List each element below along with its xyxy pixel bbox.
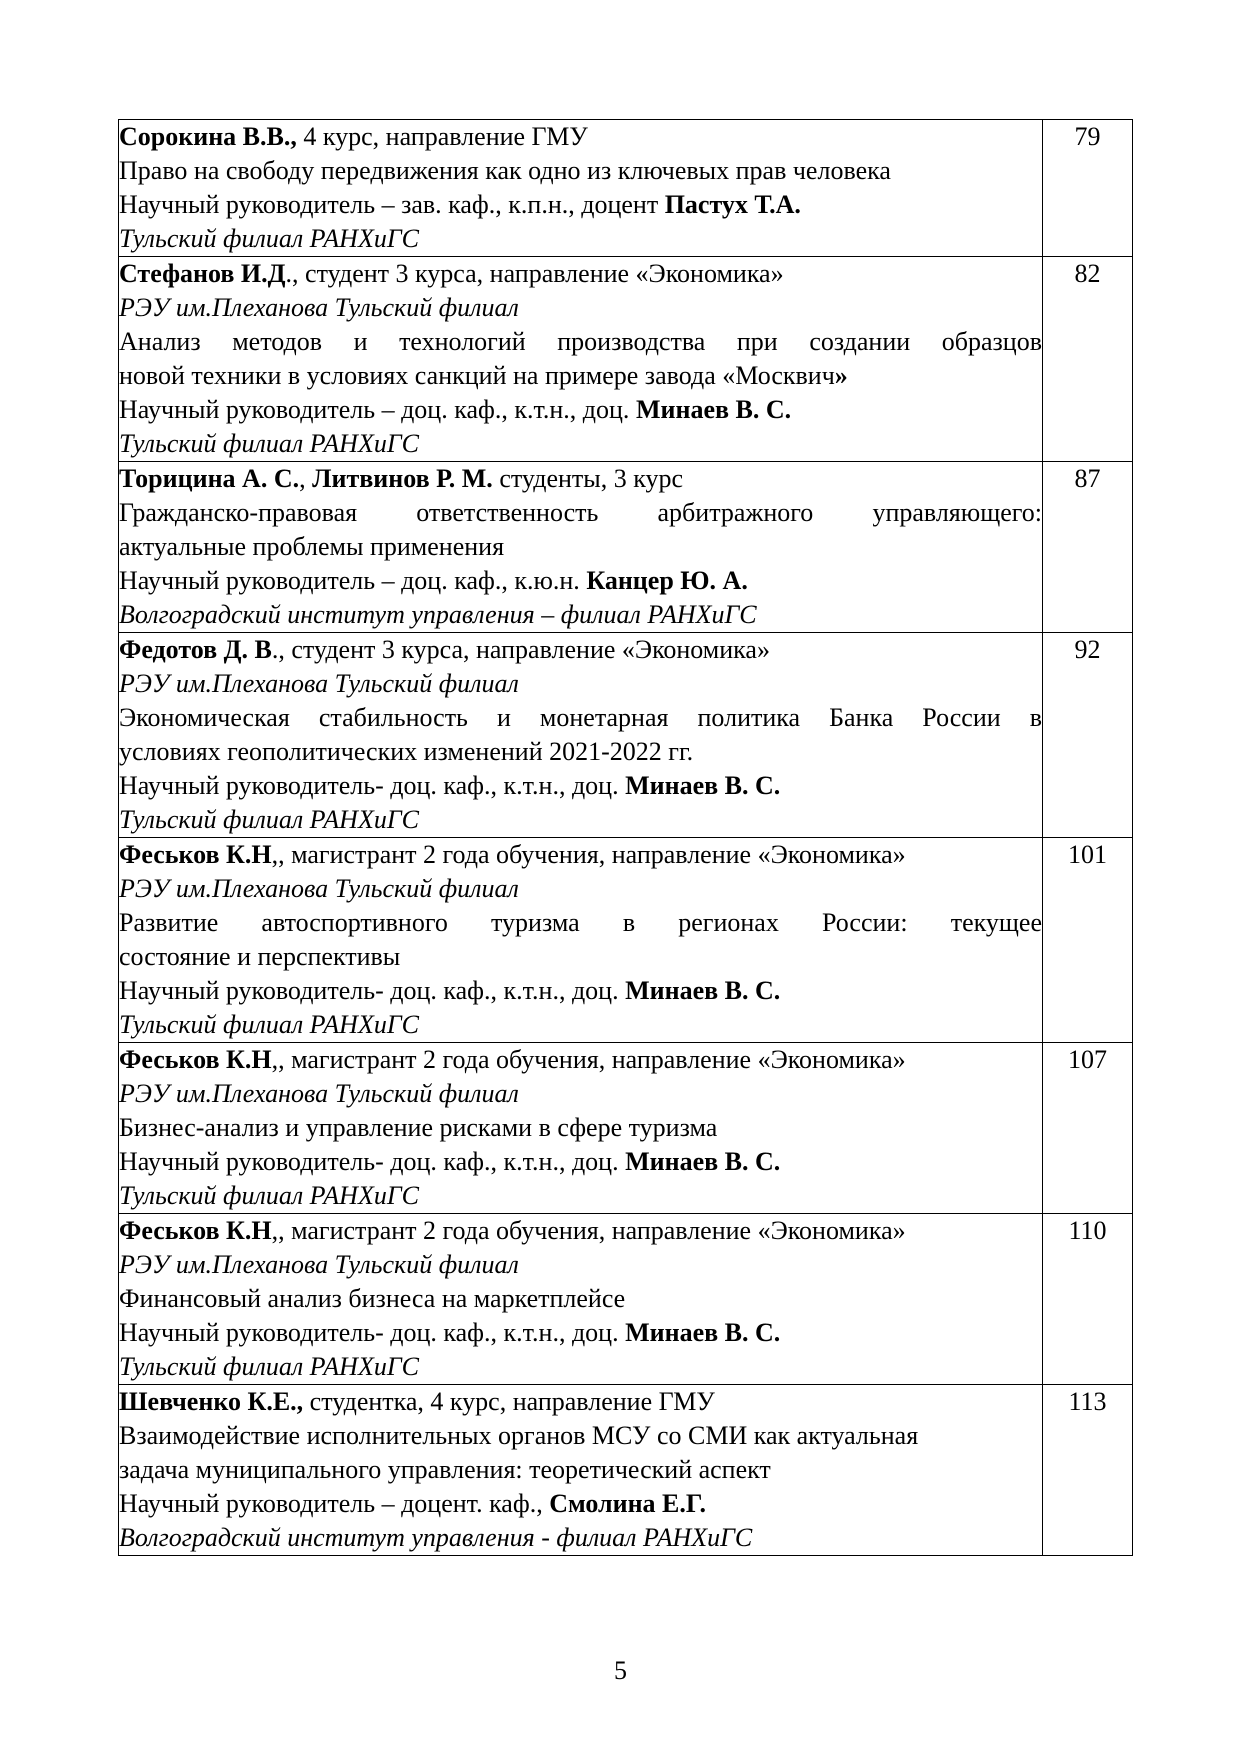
author-line: [119, 838, 1042, 872]
title-line: [119, 735, 1042, 769]
title-line: [119, 1419, 1042, 1453]
affiliation-line: [119, 667, 1042, 701]
supervisor-title: Научный руководитель- доц. каф., к.т.н., доц.: [119, 1318, 626, 1347]
affiliation: РЭУ им.Плеханова Тульский филиал: [119, 874, 519, 903]
page-ref: 113: [1043, 1385, 1133, 1556]
supervisor-name: Канцер Ю. А.: [586, 566, 748, 595]
title-tail: »: [834, 361, 848, 390]
affiliation: РЭУ им.Плеханова Тульский филиал: [119, 1250, 519, 1279]
affiliation: Волгоградский институт управления – филиал РАНХиГС: [119, 600, 757, 629]
author-details: ,, магистрант 2 года обучения, направление «Экономика»: [271, 840, 906, 869]
supervisor-line: [119, 1316, 1042, 1350]
author-details: студентка, 4 курс, направление ГМУ: [303, 1387, 715, 1416]
affiliation: РЭУ им.Плеханова Тульский филиал: [119, 669, 519, 698]
affiliation-line: [119, 1248, 1042, 1282]
paper-title: Право на свободу передвижения как одно из ключевых прав человека: [119, 156, 891, 185]
affiliation: Тульский филиал РАНХиГС: [119, 1352, 419, 1381]
supervisor-title: Научный руководитель- доц. каф., к.т.н., доц.: [119, 771, 626, 800]
author-name: Феськов К.Н: [119, 840, 272, 869]
page-ref: 79: [1043, 120, 1133, 257]
affiliation: Тульский филиал РАНХиГС: [119, 1010, 419, 1039]
supervisor-title: Научный руководитель – зав. каф., к.п.н., доцент: [119, 190, 665, 219]
affiliation: Тульский филиал РАНХиГС: [119, 805, 419, 834]
contents-table-body: [119, 120, 1133, 1556]
supervisor-line: [119, 564, 1042, 598]
supervisor-title: Научный руководитель – доцент. каф.,: [119, 1489, 550, 1518]
affiliation-line: [119, 1521, 1042, 1555]
title-line: [119, 701, 1042, 735]
entry-cell: [119, 633, 1043, 838]
author-line: [119, 1043, 1042, 1077]
affiliation-line: [119, 1077, 1042, 1111]
paper-title: Анализ методов и технологий производства при создании образцов: [119, 327, 1042, 356]
author-name: Литвинов Р. М.: [312, 464, 493, 493]
page-ref: 101: [1043, 838, 1133, 1043]
author-details: ., студент 3 курса, направление «Экономика»: [285, 259, 784, 288]
author-line: [119, 633, 1042, 667]
author-line: [119, 462, 1042, 496]
supervisor-title: Научный руководитель – доц. каф., к.т.н., доц.: [119, 395, 636, 424]
author-name: Феськов К.Н: [119, 1045, 272, 1074]
paper-title: Экономическая стабильность и монетарная политика Банка России в: [119, 703, 1042, 732]
affiliation-line: [119, 803, 1042, 837]
title-line: [119, 359, 1042, 393]
table-row: [119, 257, 1133, 462]
title-line: [119, 496, 1042, 530]
supervisor-line: [119, 974, 1042, 1008]
table-row: [119, 1043, 1133, 1214]
supervisor-title: Научный руководитель- доц. каф., к.т.н., доц.: [119, 976, 626, 1005]
affiliation: Волгоградский институт управления - филиал РАНХиГС: [119, 1523, 753, 1552]
affiliation: РЭУ им.Плеханова Тульский филиал: [119, 293, 519, 322]
page-ref: 82: [1043, 257, 1133, 462]
affiliation: РЭУ им.Плеханова Тульский филиал: [119, 1079, 519, 1108]
affiliation-line: [119, 1179, 1042, 1213]
author-name: Сорокина В.В.,: [119, 122, 297, 151]
paper-title: Развитие автоспортивного туризма в регионах России: текущее: [119, 908, 1042, 937]
table-row: [119, 633, 1133, 838]
affiliation-line: [119, 598, 1042, 632]
supervisor-line: [119, 1487, 1042, 1521]
title-line: [119, 906, 1042, 940]
author-details: ,, магистрант 2 года обучения, направление «Экономика»: [271, 1045, 906, 1074]
page-ref: 107: [1043, 1043, 1133, 1214]
author-name: Шевченко К.Е.,: [119, 1387, 304, 1416]
author-details: 4 курс, направление ГМУ: [296, 122, 588, 151]
supervisor-title: Научный руководитель – доц. каф., к.ю.н.: [119, 566, 587, 595]
author-line: [119, 257, 1042, 291]
paper-title: новой техники в условиях санкций на примере завода «Москвич: [119, 361, 835, 390]
contents-table: [118, 119, 1133, 1556]
paper-title: Бизнес-анализ и управление рисками в сфере туризма: [119, 1113, 718, 1142]
paper-title: Гражданско-правовая ответственность арбитражного управляющего:: [119, 498, 1042, 527]
supervisor-name: Минаев В. С.: [625, 771, 781, 800]
supervisor-line: [119, 769, 1042, 803]
paper-title: состояние и перспективы: [119, 942, 401, 971]
entry-cell: [119, 120, 1043, 257]
affiliation-line: [119, 1008, 1042, 1042]
author-name: Торицина А. С.: [119, 464, 300, 493]
author-details: ., студент 3 курса, направление «Экономика»: [271, 635, 770, 664]
supervisor-name: Минаев В. С.: [635, 395, 792, 424]
page-ref: 87: [1043, 462, 1133, 633]
table-row: [119, 838, 1133, 1043]
affiliation-line: [119, 872, 1042, 906]
entry-cell: [119, 1214, 1043, 1385]
author-line: [119, 120, 1042, 154]
affiliation-line: [119, 222, 1042, 256]
title-line: [119, 530, 1042, 564]
supervisor-name: Минаев В. С.: [625, 976, 781, 1005]
supervisor-name: Смолина Е.Г.: [549, 1489, 707, 1518]
paper-title: Финансовый анализ бизнеса на маркетплейсе: [119, 1284, 626, 1313]
author-details: студенты, 3 курс: [492, 464, 684, 493]
supervisor-line: [119, 188, 1042, 222]
page-number: 5: [614, 1656, 627, 1685]
affiliation-line: [119, 427, 1042, 461]
supervisor-name: Минаев В. С.: [625, 1147, 781, 1176]
entry-cell: [119, 462, 1043, 633]
author-separator: ,: [299, 464, 313, 493]
title-line: [119, 1111, 1042, 1145]
table-row: [119, 1385, 1133, 1556]
table-row: [119, 120, 1133, 257]
title-line: [119, 1453, 1042, 1487]
supervisor-line: [119, 393, 1042, 427]
title-line: [119, 154, 1042, 188]
table-row: [119, 1214, 1133, 1385]
title-line: [119, 1282, 1042, 1316]
entry-cell: [119, 257, 1043, 462]
title-line: [119, 325, 1042, 359]
paper-title: условиях геополитических изменений 2021-2022 гг.: [119, 737, 694, 766]
affiliation: Тульский филиал РАНХиГС: [119, 224, 419, 253]
author-details: ,, магистрант 2 года обучения, направление «Экономика»: [271, 1216, 906, 1245]
affiliation-line: [119, 291, 1042, 325]
entry-cell: [119, 1385, 1043, 1556]
page-ref: 92: [1043, 633, 1133, 838]
page-ref: 110: [1043, 1214, 1133, 1385]
supervisor-title: Научный руководитель- доц. каф., к.т.н., доц.: [119, 1147, 626, 1176]
entry-cell: [119, 838, 1043, 1043]
supervisor-name: Пастух Т.А.: [664, 190, 801, 219]
affiliation-line: [119, 1350, 1042, 1384]
author-name: Федотов Д. В: [119, 635, 272, 664]
author-line: [119, 1214, 1042, 1248]
author-line: [119, 1385, 1042, 1419]
affiliation: Тульский филиал РАНХиГС: [119, 1181, 419, 1210]
table-row: [119, 462, 1133, 633]
paper-title: актуальные проблемы применения: [119, 532, 505, 561]
supervisor-name: Минаев В. С.: [625, 1318, 781, 1347]
supervisor-line: [119, 1145, 1042, 1179]
author-name: Стефанов И.Д: [119, 259, 286, 288]
title-line: [119, 940, 1042, 974]
affiliation: Тульский филиал РАНХиГС: [119, 429, 419, 458]
paper-title: задача муниципального управления: теоретический аспект: [119, 1455, 771, 1484]
entry-cell: [119, 1043, 1043, 1214]
paper-title: Взаимодействие исполнительных органов МСУ со СМИ как актуальная: [119, 1421, 919, 1450]
author-name: Феськов К.Н: [119, 1216, 272, 1245]
